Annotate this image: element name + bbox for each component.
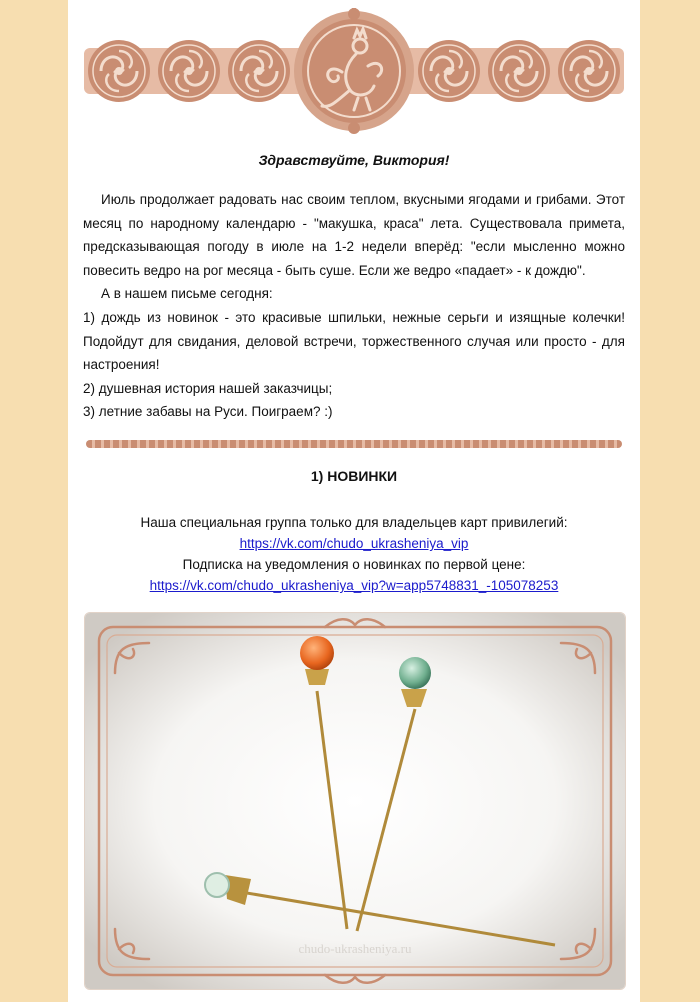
notify-text: Подписка на уведомления о новинках по первой цене: (182, 557, 526, 572)
email-sheet (68, 0, 640, 1002)
contents-item-3: 3) летние забавы на Руси. Поиграем? :) (83, 404, 333, 420)
vip-group-text: Наша специальная группа только для владельцев карт привилегий: (140, 515, 568, 530)
intro-text (83, 188, 625, 424)
greeting-heading: Здравствуйте, Виктория! (258, 152, 450, 168)
notify-link[interactable]: https://vk.com/chudo_ukrasheniya_vip?w=app5748831_-105078253 (149, 578, 559, 593)
section-title-novelties: 1) НОВИНКИ (310, 468, 398, 484)
vip-group-link[interactable]: https://vk.com/chudo_ukrasheniya_vip (239, 536, 469, 551)
contents-item-1: 1) дождь из новинок - это красивые шпильки, нежные серьги и изящные колечки! Подойдут для свидания, деловой встречи, торжественного случая или просто - для настроения! (83, 309, 625, 373)
contents-item-2: 2) душевная история нашей заказчицы; (83, 380, 333, 396)
product-photo-hairpins[interactable] (84, 612, 626, 990)
header-ornament-banner (84, 8, 624, 134)
intro-paragraph: Июль продолжает радовать нас своим теплом, вкусными ягодами и грибами. Этот месяц по народному календарю - "макушка, краса" лета. Существовала примета, предсказывающая погоду в июле на 1-2 недели вперёд: "если мысленно можно повесить ведро на рог месяца - быть суше. Если же ведро «падает» - к дождю". (83, 192, 625, 278)
contents-heading: А в нашем письме сегодня: (101, 286, 273, 302)
ornamental-divider (86, 440, 622, 448)
section-links (68, 512, 640, 596)
photo-watermark: chudo-ukrasheniya.ru (298, 941, 412, 956)
